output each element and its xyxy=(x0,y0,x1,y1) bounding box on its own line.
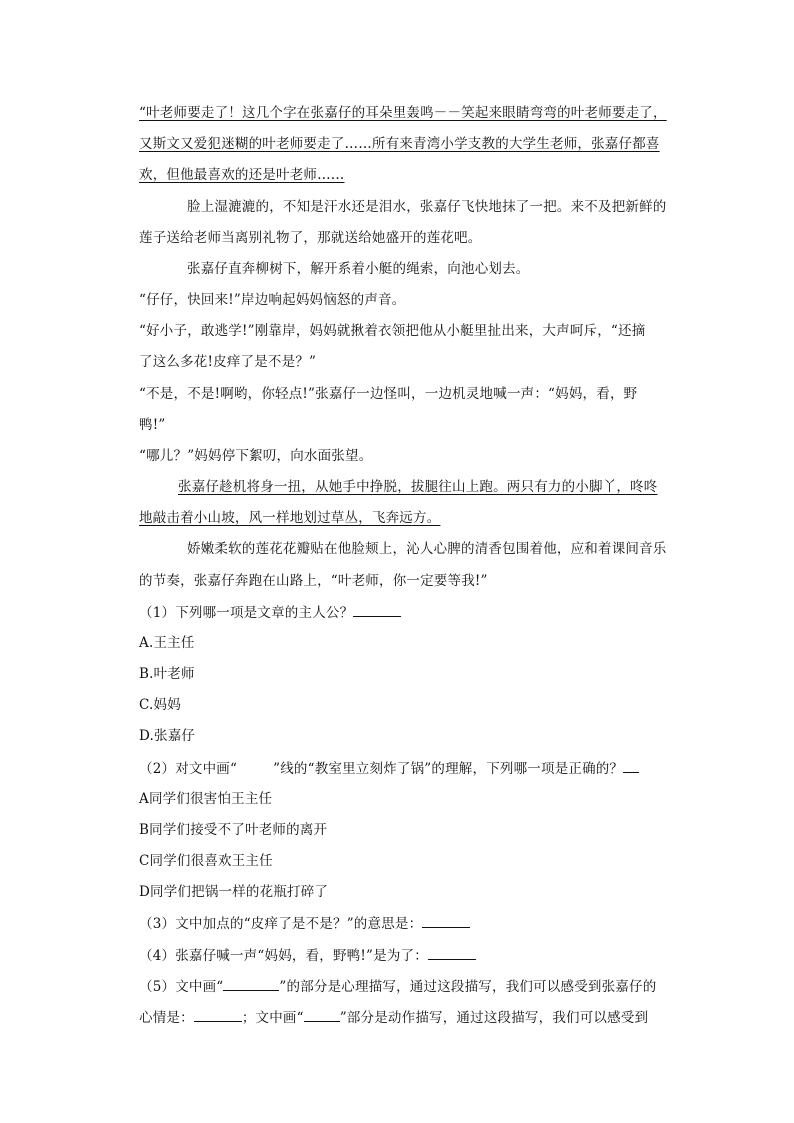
question-2 xyxy=(139,758,639,778)
question-5-line-2 xyxy=(139,1007,648,1027)
passage-line: 又斯文又爱犯迷糊的叶老师要走了……所有来青湾小学支教的大学生老师，张嘉仔都喜 xyxy=(139,136,660,152)
question-3 xyxy=(139,913,470,933)
passage-line: “仔仔，快回来!”岸边响起妈妈恼怒的声音。 xyxy=(139,292,406,308)
question-1 xyxy=(139,602,401,622)
question-5-text-d: ；文中画“ xyxy=(241,1010,304,1026)
answer-blank[interactable] xyxy=(194,1007,242,1022)
question-5-text-e: ”部分是动作描写，通过这段描写，我们可以感受到 xyxy=(339,1010,649,1026)
passage-line: 娇嫩柔软的莲花花瓣贴在他脸颊上，沁人心脾的清香包围着他，应和着课间音乐 xyxy=(187,541,667,557)
answer-blank[interactable] xyxy=(422,913,470,928)
passage-line: “哪儿？”妈妈停下絮叨，向水面张望。 xyxy=(139,448,373,464)
question-2-option-d: D同学们把锅一样的花瓶打碎了 xyxy=(139,884,329,900)
passage-line: 欢，但他最喜欢的还是叶老师…… xyxy=(139,167,345,183)
passage-line: 鸭!” xyxy=(139,417,166,433)
question-1-option-b: B.叶老师 xyxy=(139,666,195,682)
question-1-text: （1）下列哪一项是文章的主人公？ xyxy=(139,605,354,621)
question-4-text: （4）张嘉仔喊一声“妈妈，看，野鸭!”是为了： xyxy=(139,948,428,964)
answer-blank[interactable] xyxy=(353,602,401,617)
answer-blank[interactable] xyxy=(623,758,639,773)
question-3-text: （3）文中加点的“皮痒了是不是？”的意思是： xyxy=(139,916,423,932)
question-5-text-b: ”的部分是心理描写，通过这段描写，我们可以感受到张嘉仔的 xyxy=(279,979,657,995)
passage-line: 莲子送给老师当离别礼物了，那就送给她盛开的莲花吧。 xyxy=(139,230,482,246)
passage-line: 地敲击着小山坡，风一样地划过草丛，飞奔远方。 xyxy=(139,510,441,526)
passage-line: 张嘉仔趁机将身一扭，从她手中挣脱，拔腿往山上跑。两只有力的小脚丫，咚咚 xyxy=(178,479,658,495)
question-4 xyxy=(139,945,476,965)
passage-line: “叶老师要走了！这几个字在张嘉仔的耳朵里轰鸣－－笑起来眼睛弯弯的叶老师要走了， xyxy=(139,105,667,121)
passage-line: “好小子，敢逃学!”刚靠岸，妈妈就揪着衣领把他从小艇里扯出来，大声呵斥，“还摘 xyxy=(139,323,646,339)
question-1-option-d: D.张嘉仔 xyxy=(139,728,196,744)
question-1-option-a: A.王主任 xyxy=(139,635,195,651)
question-2-option-a: A同学们很害怕王主任 xyxy=(139,791,273,807)
passage-line: 脸上湿漉漉的，不知是汗水还是泪水，张嘉仔飞快地抹了一把。来不及把新鲜的 xyxy=(187,199,667,215)
question-2-text-b: ”线的“教室里立刻炸了锅”的理解，下列哪一项是正确的？ xyxy=(273,761,624,777)
answer-blank[interactable] xyxy=(304,1007,340,1022)
passage-line: 张嘉仔直奔柳树下，解开系着小艇的绳索，向池心划去。 xyxy=(187,261,530,277)
question-2-option-b: B同学们接受不了叶老师的离开 xyxy=(139,822,328,838)
question-5-line-1 xyxy=(139,976,656,996)
question-2-option-c: C同学们很喜欢王主任 xyxy=(139,853,273,869)
passage-line: 了这么多花!皮痒了是不是？” xyxy=(139,354,317,370)
answer-blank[interactable] xyxy=(428,945,476,960)
passage-line: “不是，不是!啊哟，你轻点!”张嘉仔一边怪叫，一边机灵地喊一声：“妈妈，看，野 xyxy=(139,386,638,402)
question-1-option-c: C.妈妈 xyxy=(139,697,181,713)
question-5-text-a: （5）文中画“ xyxy=(139,979,224,995)
question-5-text-c: 心情是： xyxy=(139,1010,194,1026)
question-2-text-a: （2）对文中画“ xyxy=(139,761,238,777)
passage-line: 的节奏，张嘉仔奔跑在山路上，“叶老师，你一定要等我!” xyxy=(139,573,488,589)
answer-blank[interactable] xyxy=(223,976,279,991)
